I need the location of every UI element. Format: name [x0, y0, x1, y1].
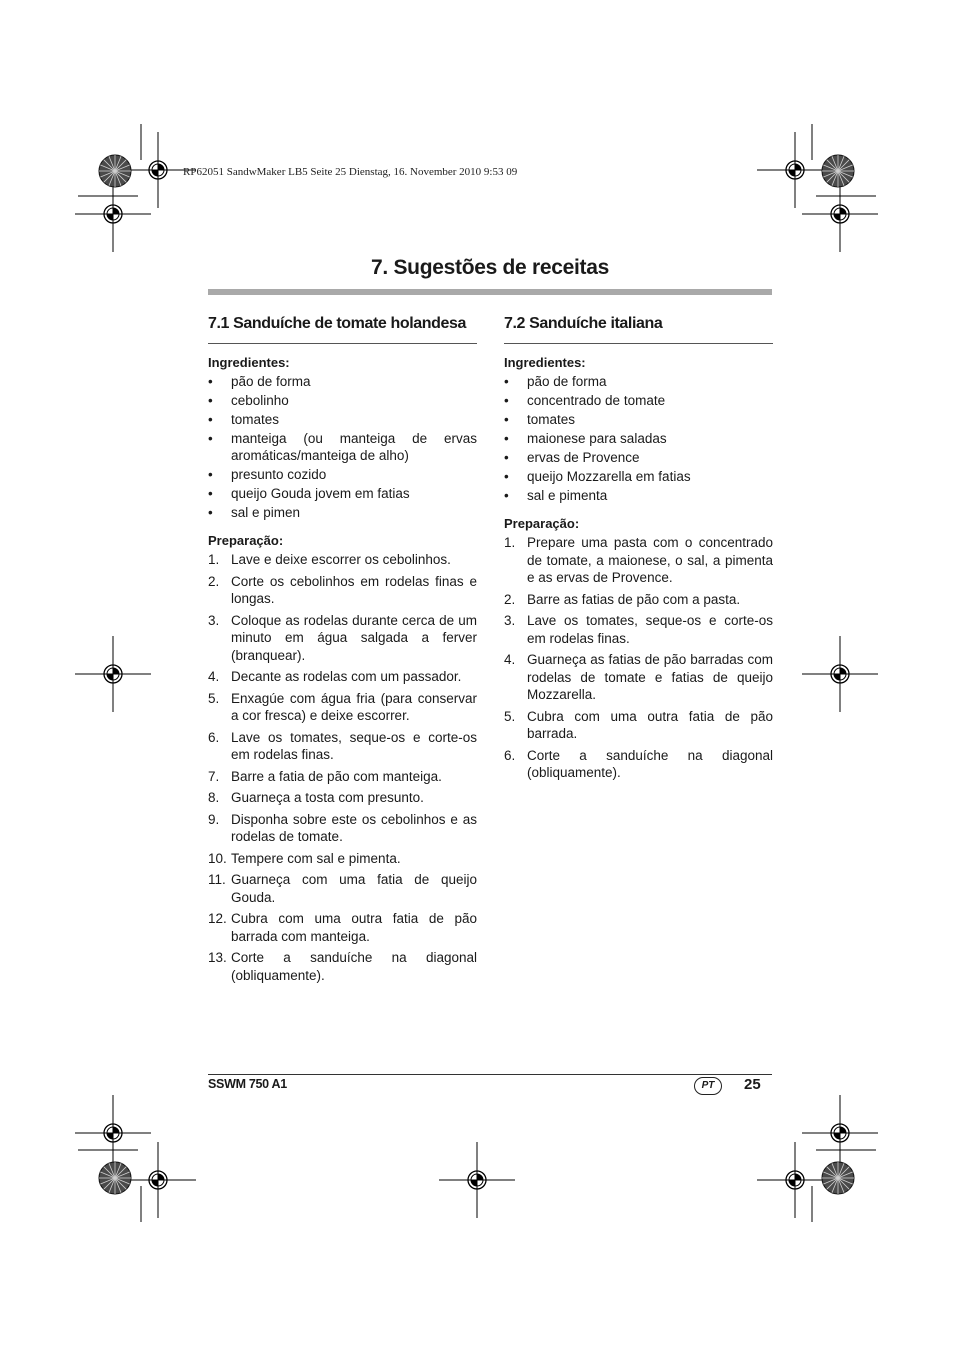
- bullet: •: [208, 486, 213, 501]
- preparation-label: Preparação:: [208, 533, 284, 548]
- list-item: • queijo Gouda jovem em fatias: [208, 486, 410, 501]
- list-item: • presunto cozido: [208, 467, 327, 482]
- bullet: •: [504, 374, 509, 389]
- list-item: • pão de forma: [504, 374, 607, 389]
- list-item: • tomates: [504, 412, 576, 427]
- bullet: •: [208, 374, 213, 389]
- print-slug: RP62051 SandwMaker LB5 Seite 25 Dienstag, 16. November 2010 9:53 09: [183, 166, 518, 178]
- bullet: •: [208, 467, 213, 482]
- bullet: •: [504, 488, 509, 503]
- step-item: 6. Lave os tomates, seque-os e corte-os em rodelas finas.: [208, 729, 477, 762]
- step-item: 2. Barre as fatias de pão com a pasta.: [504, 591, 741, 607]
- step-item: 6. Corte a sanduíche na diagonal (obliquamente).: [504, 747, 773, 780]
- step-item: 13. Corte a sanduíche na diagonal (obliquamente).: [208, 950, 477, 983]
- step-item: 8. Guarneça a tosta com presunto.: [208, 790, 424, 805]
- chapter-title: 7. Sugestões de receitas: [371, 256, 609, 279]
- ingredients-list: [208, 373, 477, 521]
- list-item: • sal e pimen: [208, 505, 301, 520]
- section-title: 7.1 Sanduíche de tomate holandesa: [208, 313, 477, 344]
- preparation-steps: [208, 551, 477, 984]
- bullet: •: [504, 412, 509, 427]
- step-item: 1. Lave e deixe escorrer os cebolinhos.: [208, 552, 451, 567]
- bullet: •: [504, 450, 509, 465]
- page-number: 25: [744, 1076, 761, 1093]
- bullet: •: [208, 393, 213, 408]
- model-number: SSWM 750 A1: [208, 1077, 287, 1091]
- language-badge: PT: [694, 1077, 722, 1095]
- footer-rule: [208, 1074, 772, 1075]
- preparation-steps: [504, 534, 773, 782]
- step-item: 11. Guarneça com uma fatia de queijo Gouda.: [208, 872, 477, 905]
- list-item: • cebolinho: [208, 393, 289, 408]
- bullet: •: [208, 412, 213, 427]
- list-item: • manteiga (ou manteiga de ervas aromáticas/manteiga de alho): [208, 431, 477, 463]
- list-item: • concentrado de tomate: [504, 393, 666, 408]
- step-item: 4. Decante as rodelas com um passador.: [208, 669, 462, 684]
- list-item: • ervas de Provence: [504, 450, 640, 465]
- step-item: 1. Prepare uma pasta com o concentrado de tomate, a maionese, o sal, a pimenta e as ervas de Provence.: [504, 535, 773, 585]
- preparation-label: Preparação:: [504, 516, 580, 531]
- bullet: •: [504, 431, 509, 446]
- ingredients-list: [504, 373, 773, 504]
- list-item: • maionese para saladas: [504, 431, 667, 446]
- step-item: 2. Corte os cebolinhos em rodelas finas e longas.: [208, 573, 477, 606]
- bullet: •: [504, 393, 509, 408]
- step-item: 9. Disponha sobre este os cebolinhos e as rodelas de tomate.: [208, 811, 477, 844]
- step-item: 3. Lave os tomates, seque-os e corte-os em rodelas finas.: [504, 613, 773, 646]
- list-item: • pão de forma: [208, 374, 311, 389]
- recipe-column-2: [504, 313, 773, 786]
- step-item: 10. Tempere com sal e pimenta.: [208, 850, 401, 866]
- list-item: • tomates: [208, 412, 280, 427]
- bullet: •: [208, 431, 213, 446]
- ingredients-label: Ingredientes:: [504, 355, 586, 370]
- step-item: 7. Barre a fatia de pão com manteiga.: [208, 768, 442, 784]
- step-item: 4. Guarneça as fatias de pão barradas com rodelas de tomate e fatias de queijo Mozzarella.: [504, 652, 773, 702]
- step-item: 3. Coloque as rodelas durante cerca de um minuto em água salgada a ferver (branquear).: [208, 612, 477, 663]
- section-title: 7.2 Sanduíche italiana: [504, 313, 773, 344]
- step-item: 5. Cubra com uma outra fatia de pão barrada.: [504, 708, 773, 741]
- step-item: 5. Enxagúe com água fria (para conservar a cor fresca) e deixe escorrer.: [208, 690, 477, 723]
- ingredients-label: Ingredientes:: [208, 355, 290, 370]
- bullet: •: [208, 505, 213, 520]
- recipe-column-1: [208, 313, 477, 988]
- list-item: • queijo Mozzarella em fatias: [504, 469, 691, 484]
- title-rule: [208, 289, 772, 295]
- list-item: • sal e pimenta: [504, 488, 608, 503]
- bullet: •: [504, 469, 509, 484]
- step-item: 12. Cubra com uma outra fatia de pão barrada com manteiga.: [208, 911, 477, 944]
